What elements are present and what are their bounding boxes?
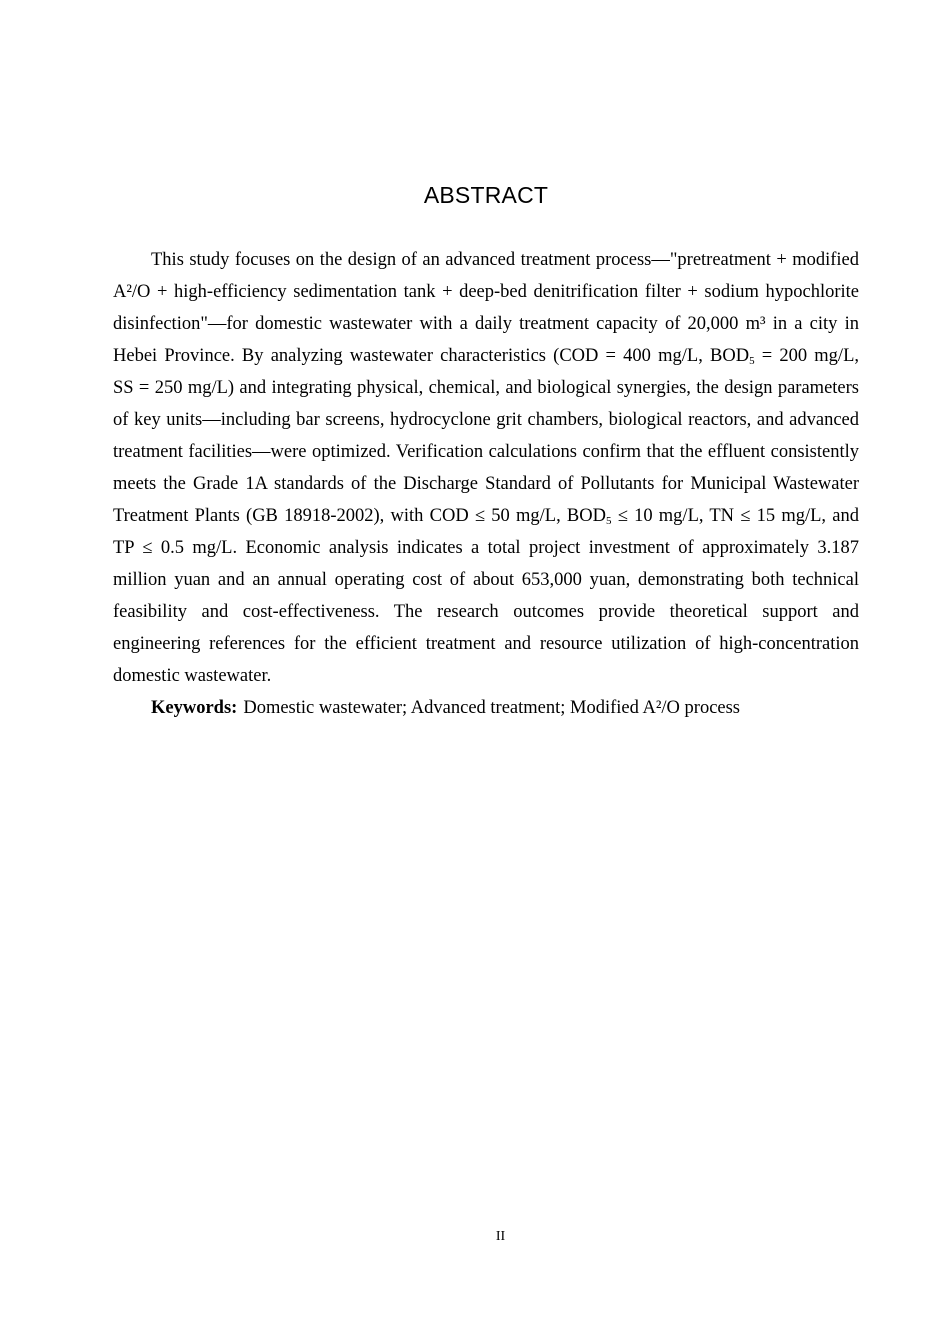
abstract-line: A²/O + high-efficiency sedimentation tank + deep-bed denitrification filter + sodium hypochlorite <box>113 282 859 302</box>
abstract-line: disinfection"—for domestic wastewater with a daily treatment capacity of 20,000 m³ in a city in <box>113 314 859 334</box>
abstract-line: million yuan and an annual operating cost of about 653,000 yuan, demonstrating both technical <box>113 570 859 590</box>
abstract-line: feasibility and cost-effectiveness. The research outcomes provide theoretical support and <box>113 602 859 622</box>
subscript: 5 <box>749 355 755 367</box>
abstract-line <box>113 340 859 372</box>
abstract-line-text: Hebei Province. By analyzing wastewater characteristics (COD = 400 mg/L, BOD <box>113 346 750 366</box>
abstract-line-text: Treatment Plants (GB 18918-2002), with COD ≤ 50 mg/L, BOD <box>113 506 606 526</box>
abstract-line: meets the Grade 1A standards of the Discharge Standard of Pollutants for Municipal Wastewater <box>113 474 859 494</box>
abstract-line: of key units—including bar screens, hydrocyclone grit chambers, biological reactors, and advanced <box>113 410 859 430</box>
keywords-label: Keywords: <box>151 698 238 718</box>
abstract-line: TP ≤ 0.5 mg/L. Economic analysis indicates a total project investment of approximately 3.187 <box>113 538 859 558</box>
abstract-line-tail: ≤ 10 mg/L, TN ≤ 15 mg/L, and <box>611 506 859 526</box>
abstract-line: engineering references for the efficient treatment and resource utilization of high-concentration <box>113 634 859 654</box>
subscript: 5 <box>605 515 612 527</box>
page-number: II <box>495 1229 506 1244</box>
abstract-line: treatment facilities—were optimized. Verification calculations confirm that the effluent consistently <box>113 442 859 462</box>
abstract-line: SS = 250 mg/L) and integrating physical, chemical, and biological synergies, the design parameters <box>113 378 859 398</box>
abstract-title: ABSTRACT <box>423 182 549 208</box>
abstract-paragraph <box>113 244 859 692</box>
abstract-body <box>113 244 859 724</box>
abstract-line: domestic wastewater. <box>113 666 272 686</box>
keywords-text: Domestic wastewater; Advanced treatment; Modified A²/O process <box>243 698 741 718</box>
keywords-row <box>113 692 859 724</box>
abstract-line <box>113 500 859 532</box>
abstract-line-tail: = 200 mg/L, <box>754 346 859 366</box>
abstract-line: This study focuses on the design of an advanced treatment process—"pretreatment + modified <box>151 250 859 270</box>
